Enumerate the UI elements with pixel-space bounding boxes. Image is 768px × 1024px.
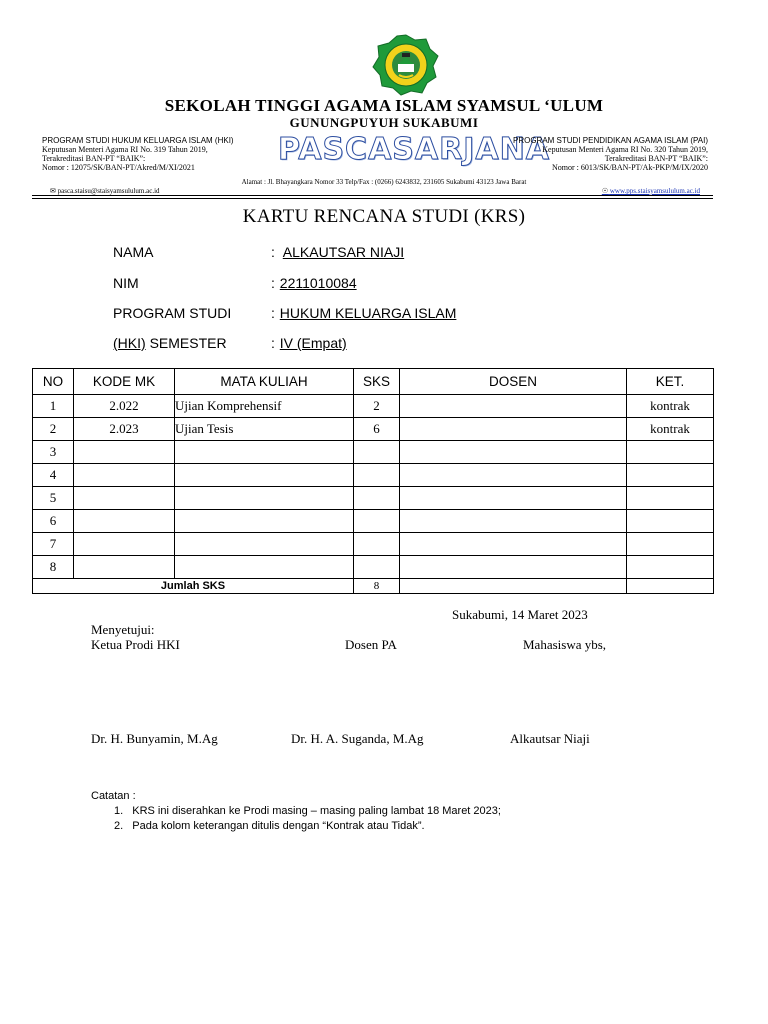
cell-kode: 2.023	[74, 418, 175, 441]
cell-dosen	[400, 510, 627, 533]
table-row	[33, 395, 714, 418]
cell-sks: 2	[354, 395, 400, 418]
cell-kode	[74, 510, 175, 533]
right-program-number: Nomor : 6013/SK/BAN-PT/Ak-PKP/M/IX/2020	[551, 163, 708, 172]
name-value: ALKAUTSAR NIAJI	[282, 244, 405, 260]
semester-value: IV (Empat)	[279, 335, 347, 351]
cell-mata-kuliah	[175, 441, 354, 464]
pascasarjana-wordmark: PASCASARJANA	[278, 132, 550, 167]
cell-no: 5	[33, 487, 74, 510]
cell-mata-kuliah	[175, 556, 354, 579]
header-divider-thick	[32, 195, 713, 196]
cell-dosen	[400, 418, 627, 441]
table-row	[33, 441, 714, 464]
semester-colon: :	[271, 335, 275, 351]
table-row	[33, 464, 714, 487]
address-line: Alamat : Jl. Bhayangkara Nomor 33 Telp/Fax : (0266) 6243832, 231605 Sukabumi 43123 Jawa Barat	[241, 178, 527, 186]
semester-label-group	[113, 335, 227, 351]
name-field	[271, 244, 404, 260]
total-row	[33, 579, 714, 594]
note-item	[114, 820, 425, 832]
header-mata-kuliah: MATA KULIAH	[175, 369, 354, 395]
table-row	[33, 418, 714, 441]
semester-label: SEMESTER	[149, 335, 227, 351]
left-program-decree: Keputusan Menteri Agama RI No. 319 Tahun 2019,	[42, 145, 208, 154]
cell-ket: kontrak	[627, 395, 714, 418]
website-contact[interactable]	[602, 187, 700, 195]
prodi-label: PROGRAM STUDI	[113, 305, 232, 321]
signer-ketua-prodi: Dr. H. Bunyamin, M.Ag	[91, 731, 218, 746]
header-kode-mk: KODE MK	[74, 369, 175, 395]
mail-icon: ✉	[50, 187, 56, 195]
cell-mata-kuliah	[175, 464, 354, 487]
note-text: Pada kolom keterangan ditulis dengan “Kontrak atau Tidak”.	[132, 820, 425, 832]
header-dosen: DOSEN	[400, 369, 627, 395]
cell-kode	[74, 533, 175, 556]
cell-ket	[627, 533, 714, 556]
prodi-field	[271, 305, 456, 321]
cell-sks	[354, 441, 400, 464]
cell-mata-kuliah: Ujian Tesis	[175, 418, 354, 441]
note-number: 2.	[114, 820, 124, 832]
total-dosen-empty	[400, 579, 627, 594]
cell-ket	[627, 556, 714, 579]
cell-mata-kuliah: Ujian Komprehensif	[175, 395, 354, 418]
notes-heading: Catatan :	[91, 790, 136, 802]
cell-dosen	[400, 533, 627, 556]
cell-sks	[354, 556, 400, 579]
cell-dosen	[400, 464, 627, 487]
cell-mata-kuliah	[175, 487, 354, 510]
cell-no: 2	[33, 418, 74, 441]
header-ket: KET.	[627, 369, 714, 395]
cell-sks	[354, 533, 400, 556]
prodi-value: HUKUM KELUARGA ISLAM	[279, 305, 457, 321]
cell-no: 1	[33, 395, 74, 418]
place-date: Sukabumi, 14 Maret 2023	[452, 607, 588, 622]
cell-mata-kuliah	[175, 510, 354, 533]
cell-no: 7	[33, 533, 74, 556]
cell-ket	[627, 510, 714, 533]
cell-sks	[354, 464, 400, 487]
right-program-accreditation: Terakreditasi BAN-PT “BAIK”:	[604, 154, 708, 163]
name-colon: :	[271, 244, 275, 260]
header-sks: SKS	[354, 369, 400, 395]
email-text: pasca.staisu@staisyamsululum.ac.id	[57, 187, 160, 195]
prodi-colon: :	[271, 305, 275, 321]
cell-dosen	[400, 441, 627, 464]
cell-kode	[74, 556, 175, 579]
document-title: KARTU RENCANA STUDI (KRS)	[242, 206, 526, 227]
cell-mata-kuliah	[175, 533, 354, 556]
role-dosen-pa: Dosen PA	[345, 637, 397, 652]
college-logo-icon	[372, 34, 440, 96]
cell-sks: 6	[354, 418, 400, 441]
website-link[interactable]: www.pps.staisyamsululum.ac.id	[609, 187, 700, 195]
email-contact	[50, 187, 160, 195]
cell-ket	[627, 487, 714, 510]
krs-table	[32, 368, 714, 594]
left-program-accreditation: Terakreditasi BAN-PT “BAIK”:	[42, 154, 146, 163]
cell-kode	[74, 487, 175, 510]
role-mahasiswa: Mahasiswa ybs,	[523, 637, 607, 652]
left-program-number: Nomor : 12075/SK/BAN-PT/Akred/M/XI/2021	[42, 163, 195, 172]
name-label: NAMA	[113, 244, 154, 260]
total-label: Jumlah SKS	[33, 579, 354, 594]
note-item	[114, 805, 501, 817]
table-row	[33, 533, 714, 556]
table-row	[33, 487, 714, 510]
school-name: SEKOLAH TINGGI AGAMA ISLAM SYAMSUL ‘ULUM	[164, 96, 604, 115]
cell-dosen	[400, 556, 627, 579]
cell-no: 6	[33, 510, 74, 533]
cell-dosen	[400, 395, 627, 418]
nim-field	[271, 275, 357, 291]
semester-field	[271, 335, 347, 351]
right-program-info	[513, 136, 708, 172]
cell-sks	[354, 487, 400, 510]
signer-mahasiswa: Alkautsar Niaji	[510, 731, 590, 746]
signer-dosen-pa: Dr. H. A. Suganda, M.Ag	[291, 731, 424, 746]
header-no: NO	[33, 369, 74, 395]
cell-ket	[627, 464, 714, 487]
cell-no: 3	[33, 441, 74, 464]
right-program-decree: Keputusan Menteri Agama RI No. 320 Tahun 2019,	[542, 145, 708, 154]
school-city: GUNUNGPUYUH SUKABUMI	[289, 115, 479, 130]
right-program-title: PROGRAM STUDI PENDIDIKAN AGAMA ISLAM (PAI)	[513, 136, 708, 145]
table-row	[33, 556, 714, 579]
note-number: 1.	[114, 805, 124, 817]
total-ket-empty	[627, 579, 714, 594]
left-program-info	[42, 136, 234, 172]
approve-label: Menyetujui:	[91, 622, 155, 637]
total-sks-value: 8	[354, 579, 400, 594]
table-header-row	[33, 369, 714, 395]
cell-no: 8	[33, 556, 74, 579]
cell-ket: kontrak	[627, 418, 714, 441]
hki-label: (HKI)	[113, 335, 146, 351]
nim-value: 2211010084	[279, 275, 357, 291]
note-text: KRS ini diserahkan ke Prodi masing – masing paling lambat 18 Maret 2023;	[132, 805, 501, 817]
nim-label: NIM	[113, 275, 139, 291]
role-ketua-prodi: Ketua Prodi HKI	[91, 637, 180, 652]
header-divider-thin	[32, 198, 713, 199]
cell-dosen	[400, 487, 627, 510]
left-program-title: PROGRAM STUDI HUKUM KELUARGA ISLAM (HKI)	[42, 136, 234, 145]
cell-ket	[627, 441, 714, 464]
nim-colon: :	[271, 275, 275, 291]
globe-icon: ☉	[601, 187, 609, 195]
table-row	[33, 510, 714, 533]
cell-kode	[74, 441, 175, 464]
cell-sks	[354, 510, 400, 533]
cell-kode	[74, 464, 175, 487]
cell-kode: 2.022	[74, 395, 175, 418]
cell-no: 4	[33, 464, 74, 487]
